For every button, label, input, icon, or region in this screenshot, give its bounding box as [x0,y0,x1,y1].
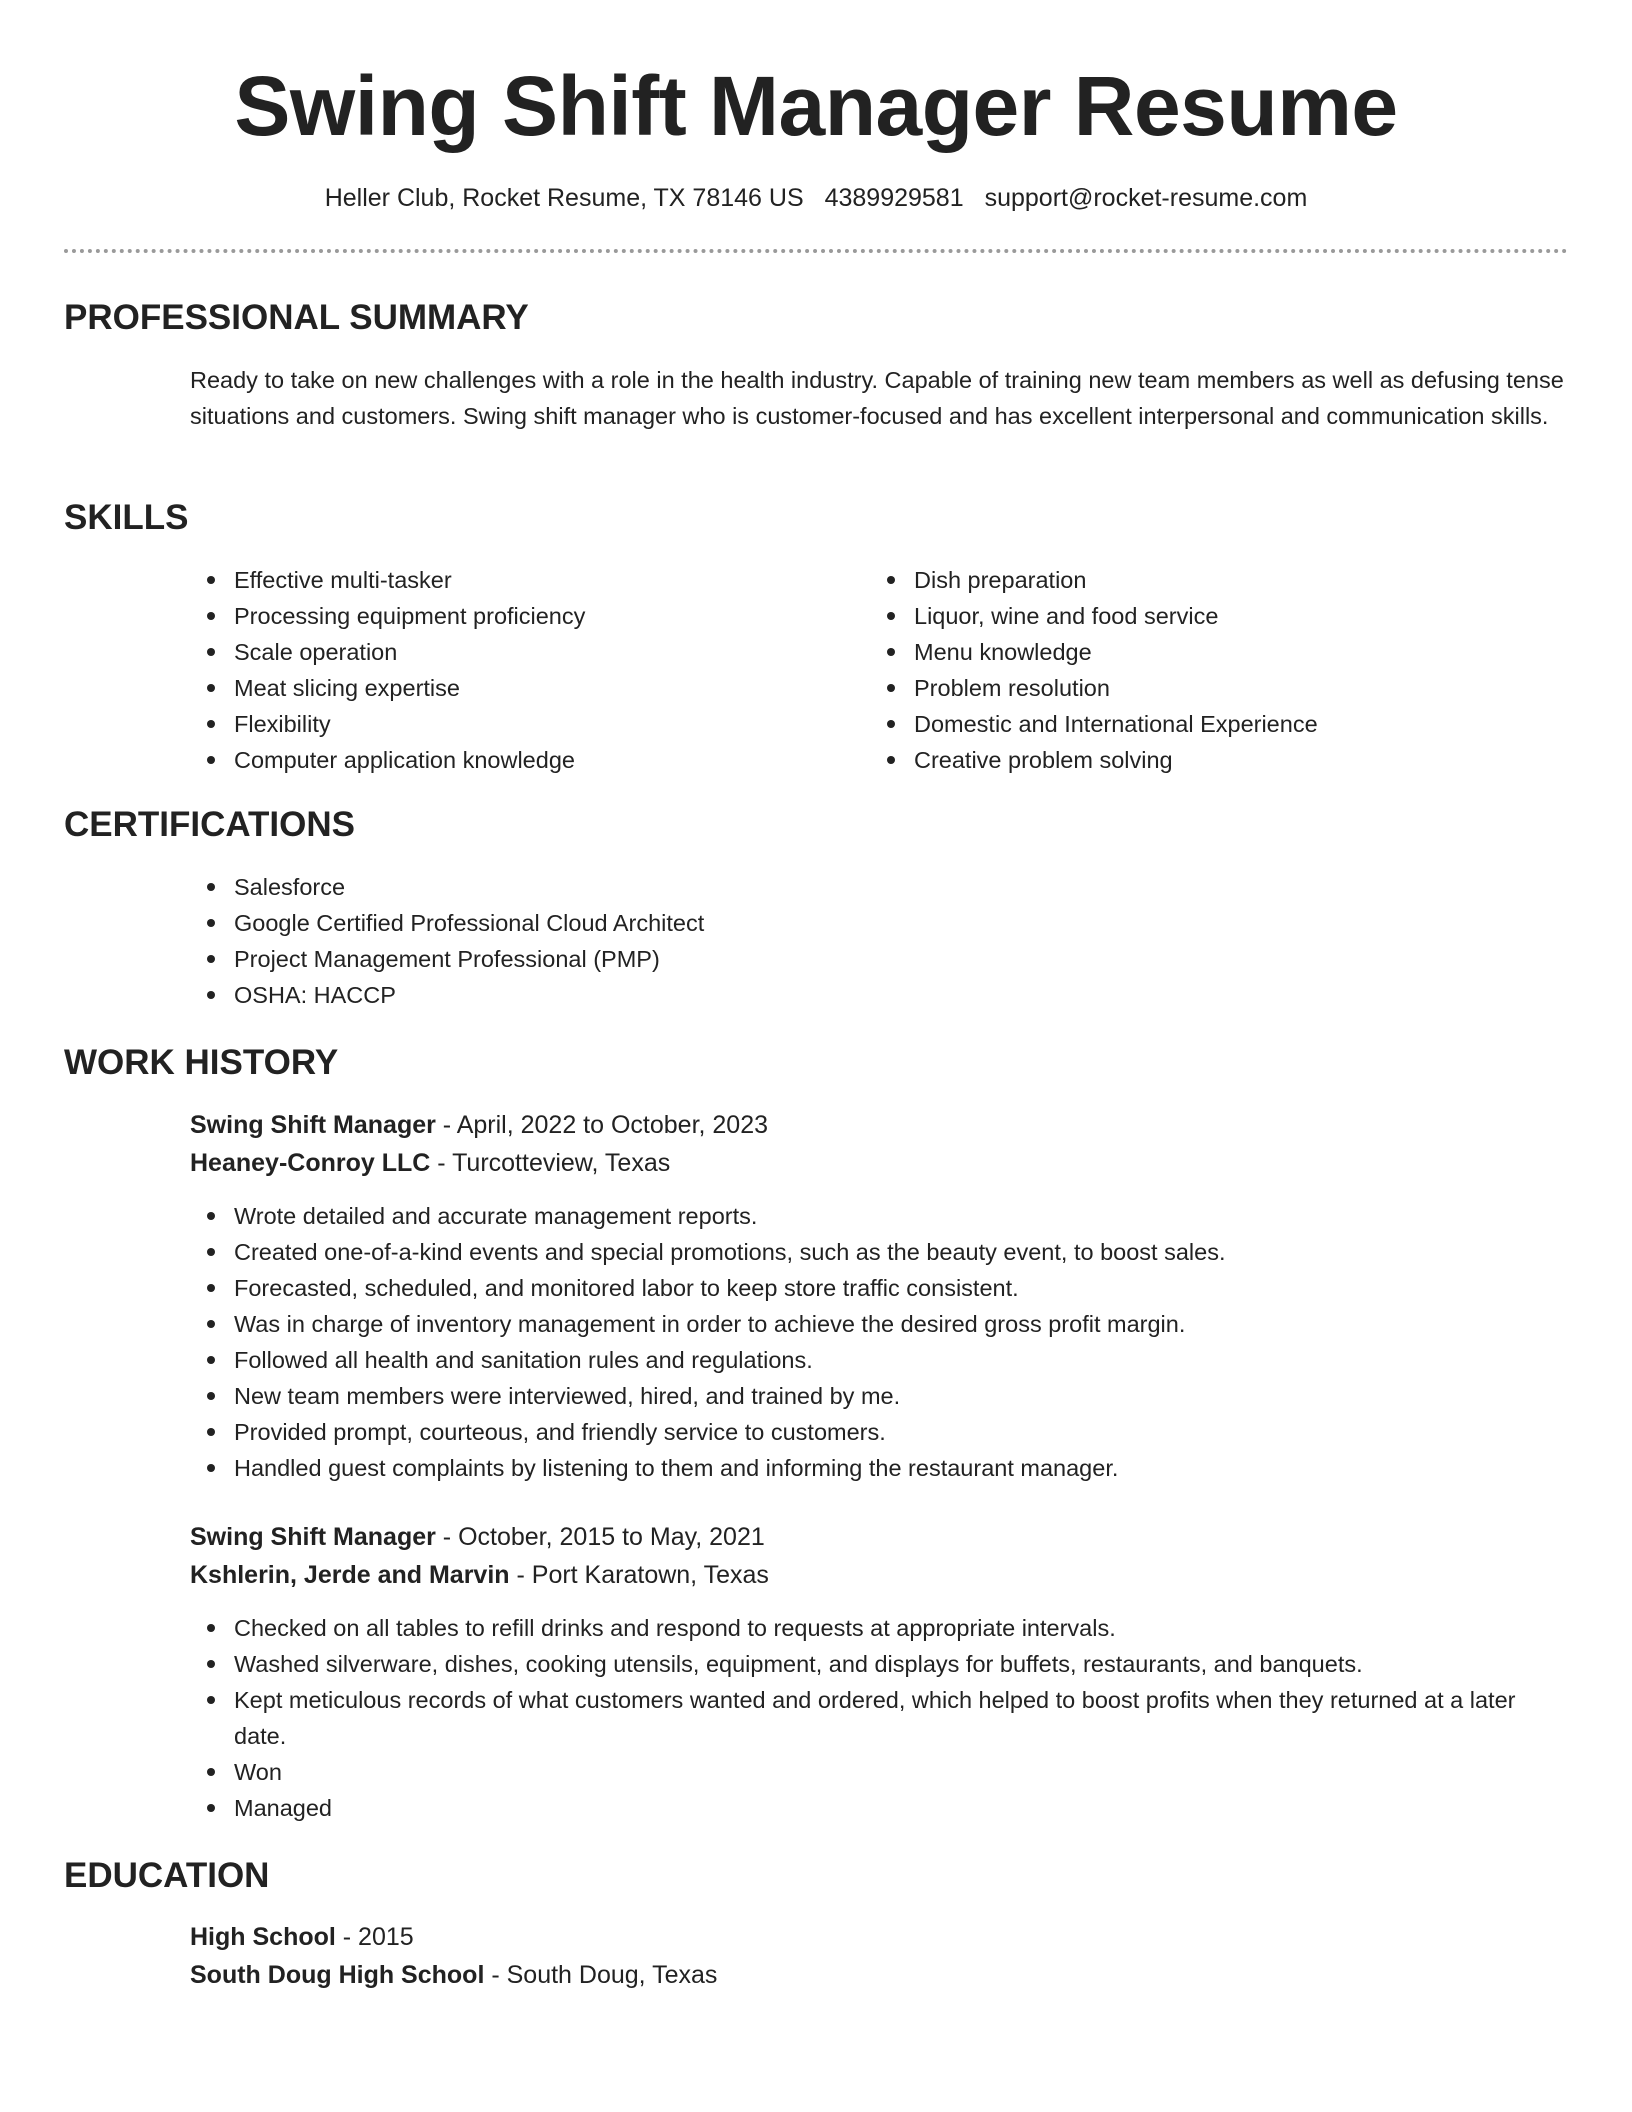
job-dates: April, 2022 to October, 2023 [456,1111,769,1139]
skill-item: Flexibility [190,706,870,742]
certification-item: Project Management Professional (PMP) [190,941,1568,977]
summary-heading: PROFESSIONAL SUMMARY [64,298,529,337]
skill-item: Processing equipment proficiency [190,598,870,634]
job-duty-item: New team members were interviewed, hired, and trained by me. [190,1378,1568,1414]
skill-item: Effective multi-tasker [190,562,870,598]
certification-item: Salesforce [190,869,1568,905]
skill-item: Problem resolution [870,670,1550,706]
education-degree-line [190,1918,1568,1956]
job-title-line [190,1106,1568,1144]
job-duty-item: Kept meticulous records of what customers wanted and ordered, which helped to boost profits when they returned at a later date. [190,1682,1568,1754]
job-duty-item: Washed silverware, dishes, cooking utensils, equipment, and displays for buffets, restaurants, and banquets. [190,1646,1568,1682]
job-company: Kshlerin, Jerde and Marvin [190,1561,510,1589]
skills-heading: SKILLS [64,498,189,537]
separator: - [509,1561,532,1589]
skill-item: Domestic and International Experience [870,706,1550,742]
separator: - [335,1923,359,1951]
separator: - [435,1111,457,1139]
certifications-heading: CERTIFICATIONS [64,805,356,844]
job-duty-item: Wrote detailed and accurate management reports. [190,1198,1568,1234]
job-duty-item: Was in charge of inventory management in order to achieve the desired gross profit margin. [190,1306,1568,1342]
contact-line [64,182,1568,214]
job-location: Port Karatown, Texas [531,1561,769,1589]
job-title: Swing Shift Manager [190,1111,436,1139]
separator: - [484,1961,507,1989]
education-school: South Doug High School [190,1961,485,1989]
job-company: Heaney-Conroy LLC [190,1149,431,1177]
job-entry [190,1106,1568,1182]
work-history-heading: WORK HISTORY [64,1043,339,1082]
resume-page [64,0,1568,2112]
job-duties-list [190,1610,1568,1826]
job-entry [190,1518,1568,1594]
job-duty-item: Handled guest complaints by listening to them and informing the restaurant manager. [190,1450,1568,1486]
job-duties-list [190,1198,1568,1486]
job-duty-item: Forecasted, scheduled, and monitored labor to keep store traffic consistent. [190,1270,1568,1306]
education-location: South Doug, Texas [506,1961,718,1989]
certifications-list [190,869,1568,1013]
job-duty-item: Checked on all tables to refill drinks and respond to requests at appropriate intervals. [190,1610,1568,1646]
job-duty-item: Managed [190,1790,1568,1826]
skill-item: Creative problem solving [870,742,1550,778]
contact-email: support@rocket-resume.com [984,184,1308,212]
certification-item: OSHA: HACCP [190,977,1568,1013]
education-school-line [190,1956,1568,1994]
job-dates: October, 2015 to May, 2021 [458,1523,765,1551]
skill-item: Scale operation [190,634,870,670]
job-duty-item: Created one-of-a-kind events and special promotions, such as the beauty event, to boost sales. [190,1234,1568,1270]
education-year: 2015 [358,1923,414,1951]
education-entry [190,1918,1568,1994]
skill-item: Meat slicing expertise [190,670,870,706]
separator: - [435,1523,459,1551]
skills-column-left [190,562,870,778]
resume-title: Swing Shift Manager Resume [234,59,1398,153]
education-degree: High School [190,1923,336,1951]
contact-address: Heller Club, Rocket Resume, TX 78146 US [324,184,804,212]
contact-phone: 4389929581 [824,184,964,212]
separator: - [430,1149,453,1177]
job-location: Turcotteview, Texas [452,1149,671,1177]
job-title-line [190,1518,1568,1556]
job-duty-item: Followed all health and sanitation rules and regulations. [190,1342,1568,1378]
job-company-line [190,1556,1568,1594]
skill-item: Liquor, wine and food service [870,598,1550,634]
job-duty-item: Provided prompt, courteous, and friendly service to customers. [190,1414,1568,1450]
job-company-line [190,1144,1568,1182]
education-heading: EDUCATION [64,1856,270,1895]
skill-item: Menu knowledge [870,634,1550,670]
job-title: Swing Shift Manager [190,1523,436,1551]
certification-item: Google Certified Professional Cloud Architect [190,905,1568,941]
skill-item: Dish preparation [870,562,1550,598]
skill-item: Computer application knowledge [190,742,870,778]
skills-column-right [870,562,1550,778]
summary-text: Ready to take on new challenges with a role in the health industry. Capable of training new team members as well as defusing tense situations and customers. Swing shift manager who is customer-focused and has excellent interpersonal and communication skills. [190,367,1564,429]
skills-list [190,562,1568,778]
job-duty-item: Won [190,1754,1568,1790]
header-divider [64,249,1568,253]
